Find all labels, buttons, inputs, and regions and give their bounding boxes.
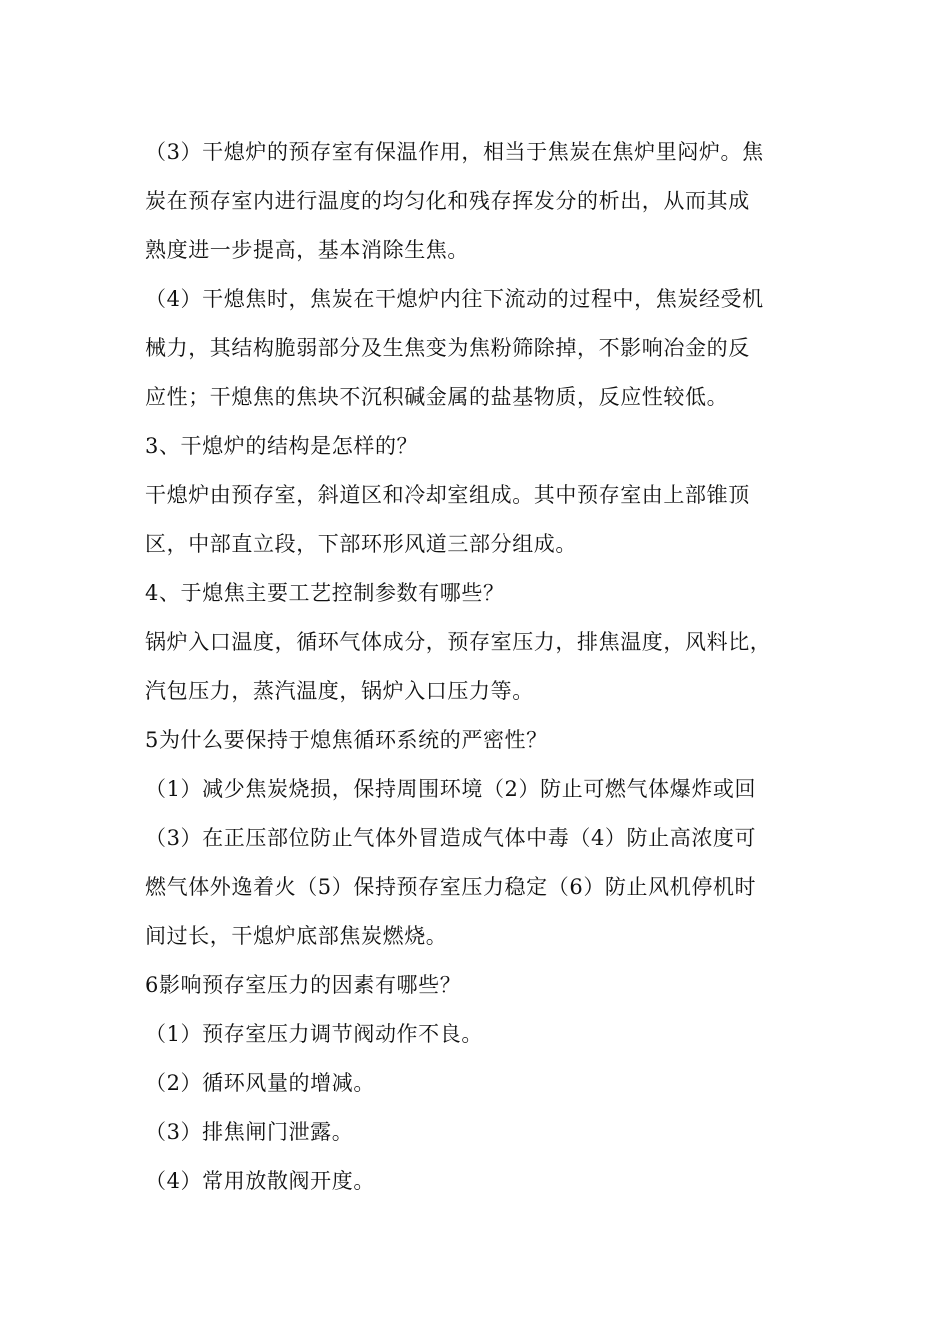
text-line: 间过长，干熄炉底部焦炭燃烧。: [145, 924, 448, 948]
text-line: 区，中部直立段，下部环形风道三部分组成。: [145, 532, 577, 556]
text-line: 应性；干熄焦的焦块不沉积碱金属的盐基物质，反应性较低。: [145, 385, 729, 409]
list-item: （4）常用放散阀开度。: [145, 1169, 375, 1193]
text-line: （3）干熄炉的预存室有保温作用，相当于焦炭在焦炉里闷炉。焦: [145, 140, 764, 164]
list-item: （1）预存室压力调节阀动作不良。: [145, 1022, 483, 1046]
list-item: （3）排焦闸门泄露。: [145, 1120, 354, 1144]
text-line: 炭在预存室内进行温度的均匀化和残存挥发分的析出，从而其成: [145, 189, 750, 213]
question-heading-6: 6影响预存室压力的因素有哪些？: [145, 973, 462, 997]
text-line: （1）减少焦炭烧损，保持周围环境（2）防止可燃气体爆炸或回: [145, 777, 757, 801]
question-heading-3: 3、干熄炉的结构是怎样的？: [145, 434, 419, 458]
document-body: [145, 128, 810, 1206]
text-line: 干熄炉由预存室，斜道区和冷却室组成。其中预存室由上部锥顶: [145, 483, 750, 507]
list-item: （2）循环风量的增减。: [145, 1071, 375, 1095]
text-line: 熟度进一步提高，基本消除生焦。: [145, 238, 469, 262]
text-line: （4）干熄焦时，焦炭在干熄炉内往下流动的过程中，焦炭经受机: [145, 287, 764, 311]
question-heading-4: 4、于熄焦主要工艺控制参数有哪些？: [145, 581, 505, 605]
text-line: 汽包压力，蒸汽温度，锅炉入口压力等。: [145, 679, 534, 703]
text-line: 锅炉入口温度，循环气体成分，预存室压力，排焦温度，风料比，: [145, 630, 772, 654]
text-line: 械力，其结构脆弱部分及生焦变为焦粉筛除掉，不影响冶金的反: [145, 336, 750, 360]
text-line: 燃气体外逸着火（5）保持预存室压力稳定（6）防止风机停机时: [145, 875, 757, 899]
question-heading-5: 5为什么要保持于熄焦循环系统的严密性？: [145, 728, 548, 752]
text-line: （3）在正压部位防止气体外冒造成气体中毒（4）防止高浓度可: [145, 826, 757, 850]
